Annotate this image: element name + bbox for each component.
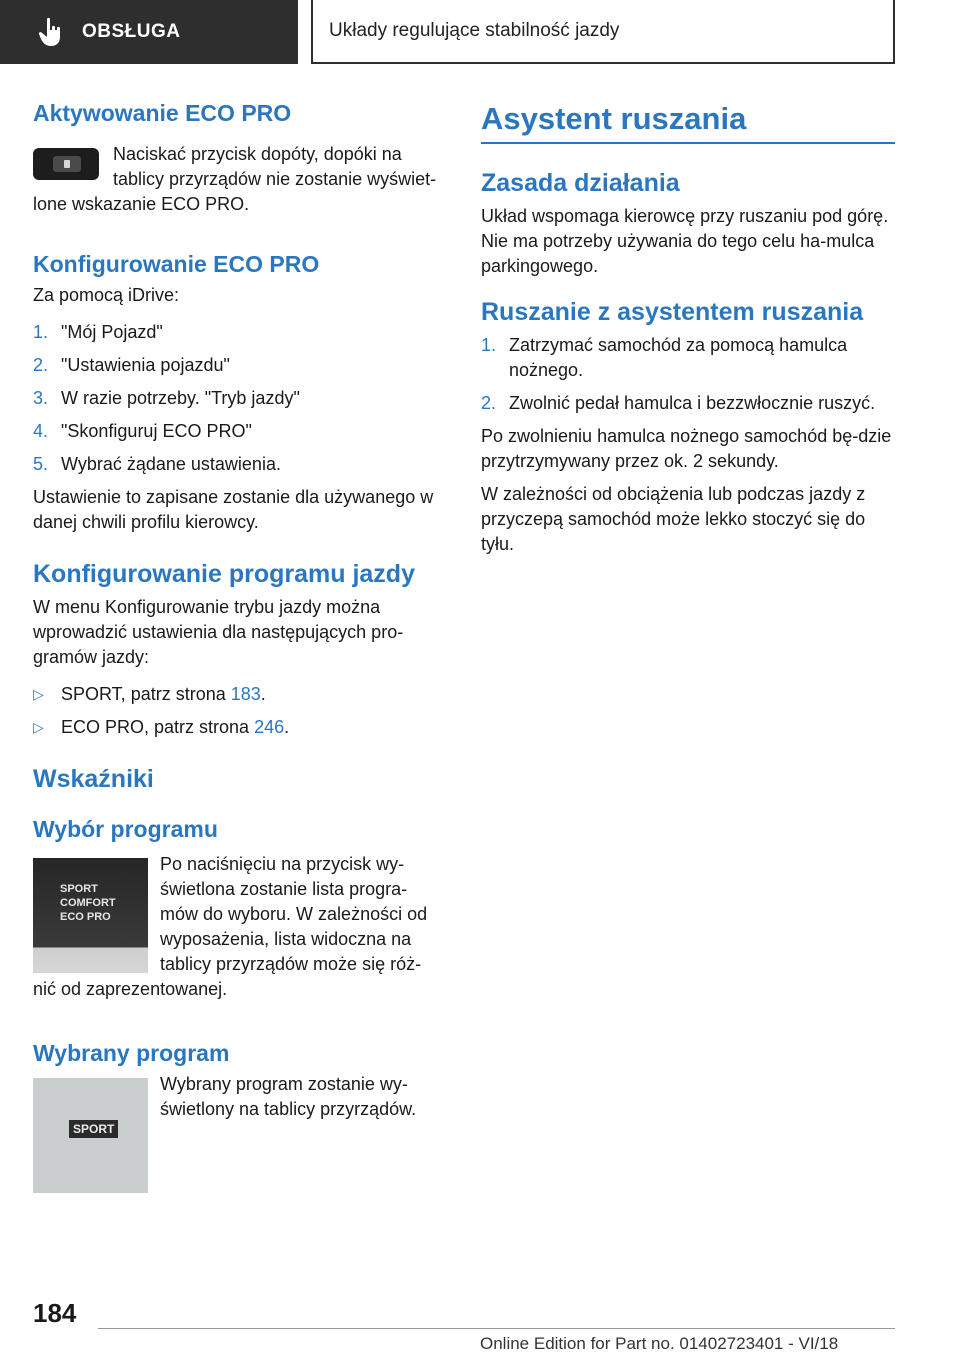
list-item: 4. "Skonfiguruj ECO PRO" — [33, 421, 252, 441]
eco-config-intro: Za pomocą iDrive: — [33, 285, 180, 305]
right-column — [481, 98, 895, 557]
program-menu-image: SPORT COMFORT ECO PRO — [33, 858, 148, 973]
footer-edition: Online Edition for Part no. 01402723401 - VI/18 — [480, 1334, 839, 1353]
left-column — [33, 98, 443, 1197]
list-item: ▷ ECO PRO, patrz strona 246. — [33, 715, 443, 740]
chapter-label: Układy regulujące stabilność jazdy — [329, 20, 620, 41]
selected-text: Wybrany program zostanie wy-świetlony na tablicy przyrządów. — [160, 1074, 417, 1119]
eco-config-title: Konfigurowanie ECO PRO — [33, 251, 320, 277]
section-tab — [0, 0, 298, 64]
selection-title: Wybór programu — [33, 816, 218, 842]
list-item: 3. W razie potrzeby. "Tryb jazdy" — [33, 388, 300, 408]
indicators-title: Wskaźniki — [33, 765, 154, 793]
list-item: 5. Wybrać żądane ustawienia. — [33, 454, 281, 474]
list-item: 2. "Ustawienia pojazdu" — [33, 355, 230, 375]
eco-config-steps — [33, 320, 443, 477]
chapter-tab — [311, 0, 895, 64]
principle-text: Układ wspomaga kierowcę przy ruszaniu pod górę. Nie ma potrzeby używania do tego celu ha-mulca parkingowego. — [481, 206, 889, 276]
list-item: 1. Zatrzymać samochód za pomocą hamulca nożnego. — [481, 335, 848, 380]
selection-text: Po naciśnięciu na przycisk wy-świetlona zostanie lista progra-mów do wyboru. W zależności od wyposażenia, lista widoczna na tablicy przyrządów może się róż-nić od zaprezentowanej. — [33, 854, 428, 999]
eco-pro-button-icon — [33, 148, 99, 180]
hand-pointer-icon — [38, 17, 64, 47]
list-item: 2. Zwolnić pedał hamulca i bezzwłocznie ruszyć. — [481, 393, 876, 413]
program-config-title: Konfigurowanie programu jazdy — [33, 560, 415, 588]
selected-program-image — [33, 1078, 148, 1193]
program-config-items — [33, 682, 443, 740]
list-item: ▷ SPORT, patrz strona 183. — [33, 682, 443, 707]
principle-title: Zasada działania — [481, 169, 680, 197]
program-config-text: W menu Konfigurowanie trybu jazdy można wprowadzić ustawienia dla następujących pro-gramów jazdy: — [33, 597, 404, 667]
assist-title: Asystent ruszania — [481, 101, 747, 136]
eco-activate-text: Naciskać przycisk dopóty, dopóki na tablicy przyrządów nie zostanie wyświet-lone wskazanie ECO PRO. — [33, 144, 437, 214]
start-title: Ruszanie z asystentem ruszania — [481, 298, 864, 326]
selected-title: Wybrany program — [33, 1040, 230, 1066]
footer-divider — [98, 1328, 895, 1329]
page-link[interactable]: 246 — [254, 717, 285, 737]
triangle-bullet-icon: ▷ — [33, 686, 44, 702]
eco-activate-title: Aktywowanie ECO PRO — [33, 100, 292, 126]
page-link[interactable]: 183 — [230, 684, 261, 704]
sport-badge: SPORT — [69, 1120, 118, 1138]
section-label: OBSŁUGA — [82, 21, 181, 42]
start-steps — [481, 333, 895, 416]
eco-config-note: Ustawienie to zapisane zostanie dla używanego w danej chwili profilu kierowcy. — [33, 487, 434, 532]
page-number: 184 — [33, 1298, 77, 1328]
start-para-1: Po zwolnieniu hamulca nożnego samochód bę-dzie przytrzymywany przez ok. 2 sekundy. — [481, 426, 892, 471]
start-para-2: W zależności od obciążenia lub podczas jazdy z przyczepą samochód może lekko stoczyć się do tyłu. — [481, 484, 866, 554]
triangle-bullet-icon: ▷ — [33, 719, 44, 735]
list-item: 1. "Mój Pojazd" — [33, 322, 163, 342]
